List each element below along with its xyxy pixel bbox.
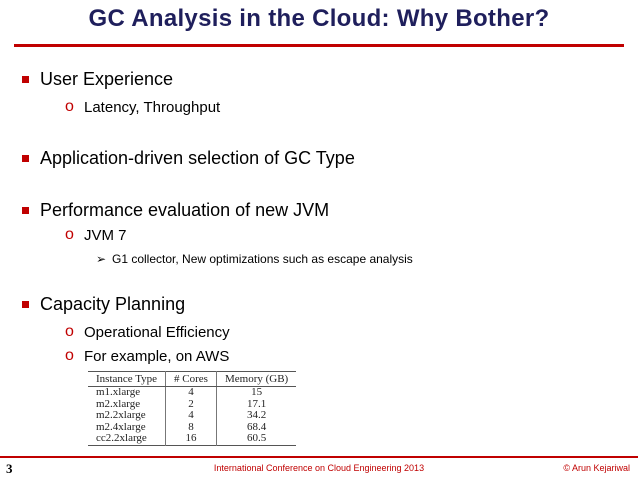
sub-bullet-op-eff [65,323,230,341]
arrow-bullet-icon: ➢ [96,252,107,266]
table-cell: 68.4 [246,420,267,433]
table-cell: 15 [251,386,263,398]
sub-bullet-text: Latency, Throughput [84,99,221,116]
table-cell: m2.4xlarge [88,422,166,434]
table-cell: cc2.2xlarge [88,433,166,445]
table-row [88,433,296,445]
table-cell: 16 [166,433,217,445]
table-header: Instance Type [88,372,166,387]
table-header-row [88,372,296,387]
sub-bullet-jvm7 [65,226,127,244]
sub-bullet-text: For example, on AWS [84,348,230,365]
footer-divider [0,456,638,458]
sub-sub-bullet-text: G1 collector, New optimizations such as escape analysis [112,252,413,266]
table-cell: 17.1 [246,397,267,410]
sub-bullet-text: Operational Efficiency [84,324,230,341]
circle-bullet-icon: o [65,98,74,115]
bullet-text: Capacity Planning [40,294,186,314]
sub-bullet-latency [65,98,221,116]
table-cell: m2.xlarge [88,399,166,411]
bullet-text: Performance evaluation of new JVM [40,200,330,220]
sub-bullet-text: JVM 7 [84,227,127,244]
table-row [88,410,296,422]
circle-bullet-icon: o [65,226,74,243]
conference-label: International Conference on Cloud Engineering 2013 [213,463,425,473]
bullet-app-driven [40,148,355,169]
table-cell: 4 [166,410,217,422]
square-bullet-icon [22,76,29,83]
table-cell: 4 [166,387,217,399]
page-number: 3 [6,461,13,476]
table-row [88,387,296,399]
square-bullet-icon [22,207,29,214]
copyright-label: © Arun Kejariwal [563,463,630,473]
instance-table [88,371,296,446]
table-cell: 8 [166,422,217,434]
bullet-perf-eval [40,200,329,221]
circle-bullet-icon: o [65,347,74,364]
title-divider [14,44,624,47]
square-bullet-icon [22,155,29,162]
bullet-text: Application-driven selection of GC Type [40,148,355,168]
circle-bullet-icon: o [65,323,74,340]
table-cell: m1.xlarge [88,387,166,399]
table-cell: 34.2 [246,409,267,421]
square-bullet-icon [22,301,29,308]
slide-title: GC Analysis in the Cloud: Why Bother? [88,5,550,32]
sub-bullet-aws [65,347,230,365]
table-cell: 2 [166,399,217,411]
table-header: Memory (GB) [216,372,296,387]
table-header: # Cores [166,372,217,387]
sub-sub-bullet-g1 [96,252,413,266]
table-cell: 60.5 [246,432,267,444]
bullet-capacity [40,294,185,315]
bullet-user-experience [40,69,173,90]
bullet-text: User Experience [40,69,174,89]
title-area [0,0,638,46]
table-cell: m2.2xlarge [88,410,166,422]
